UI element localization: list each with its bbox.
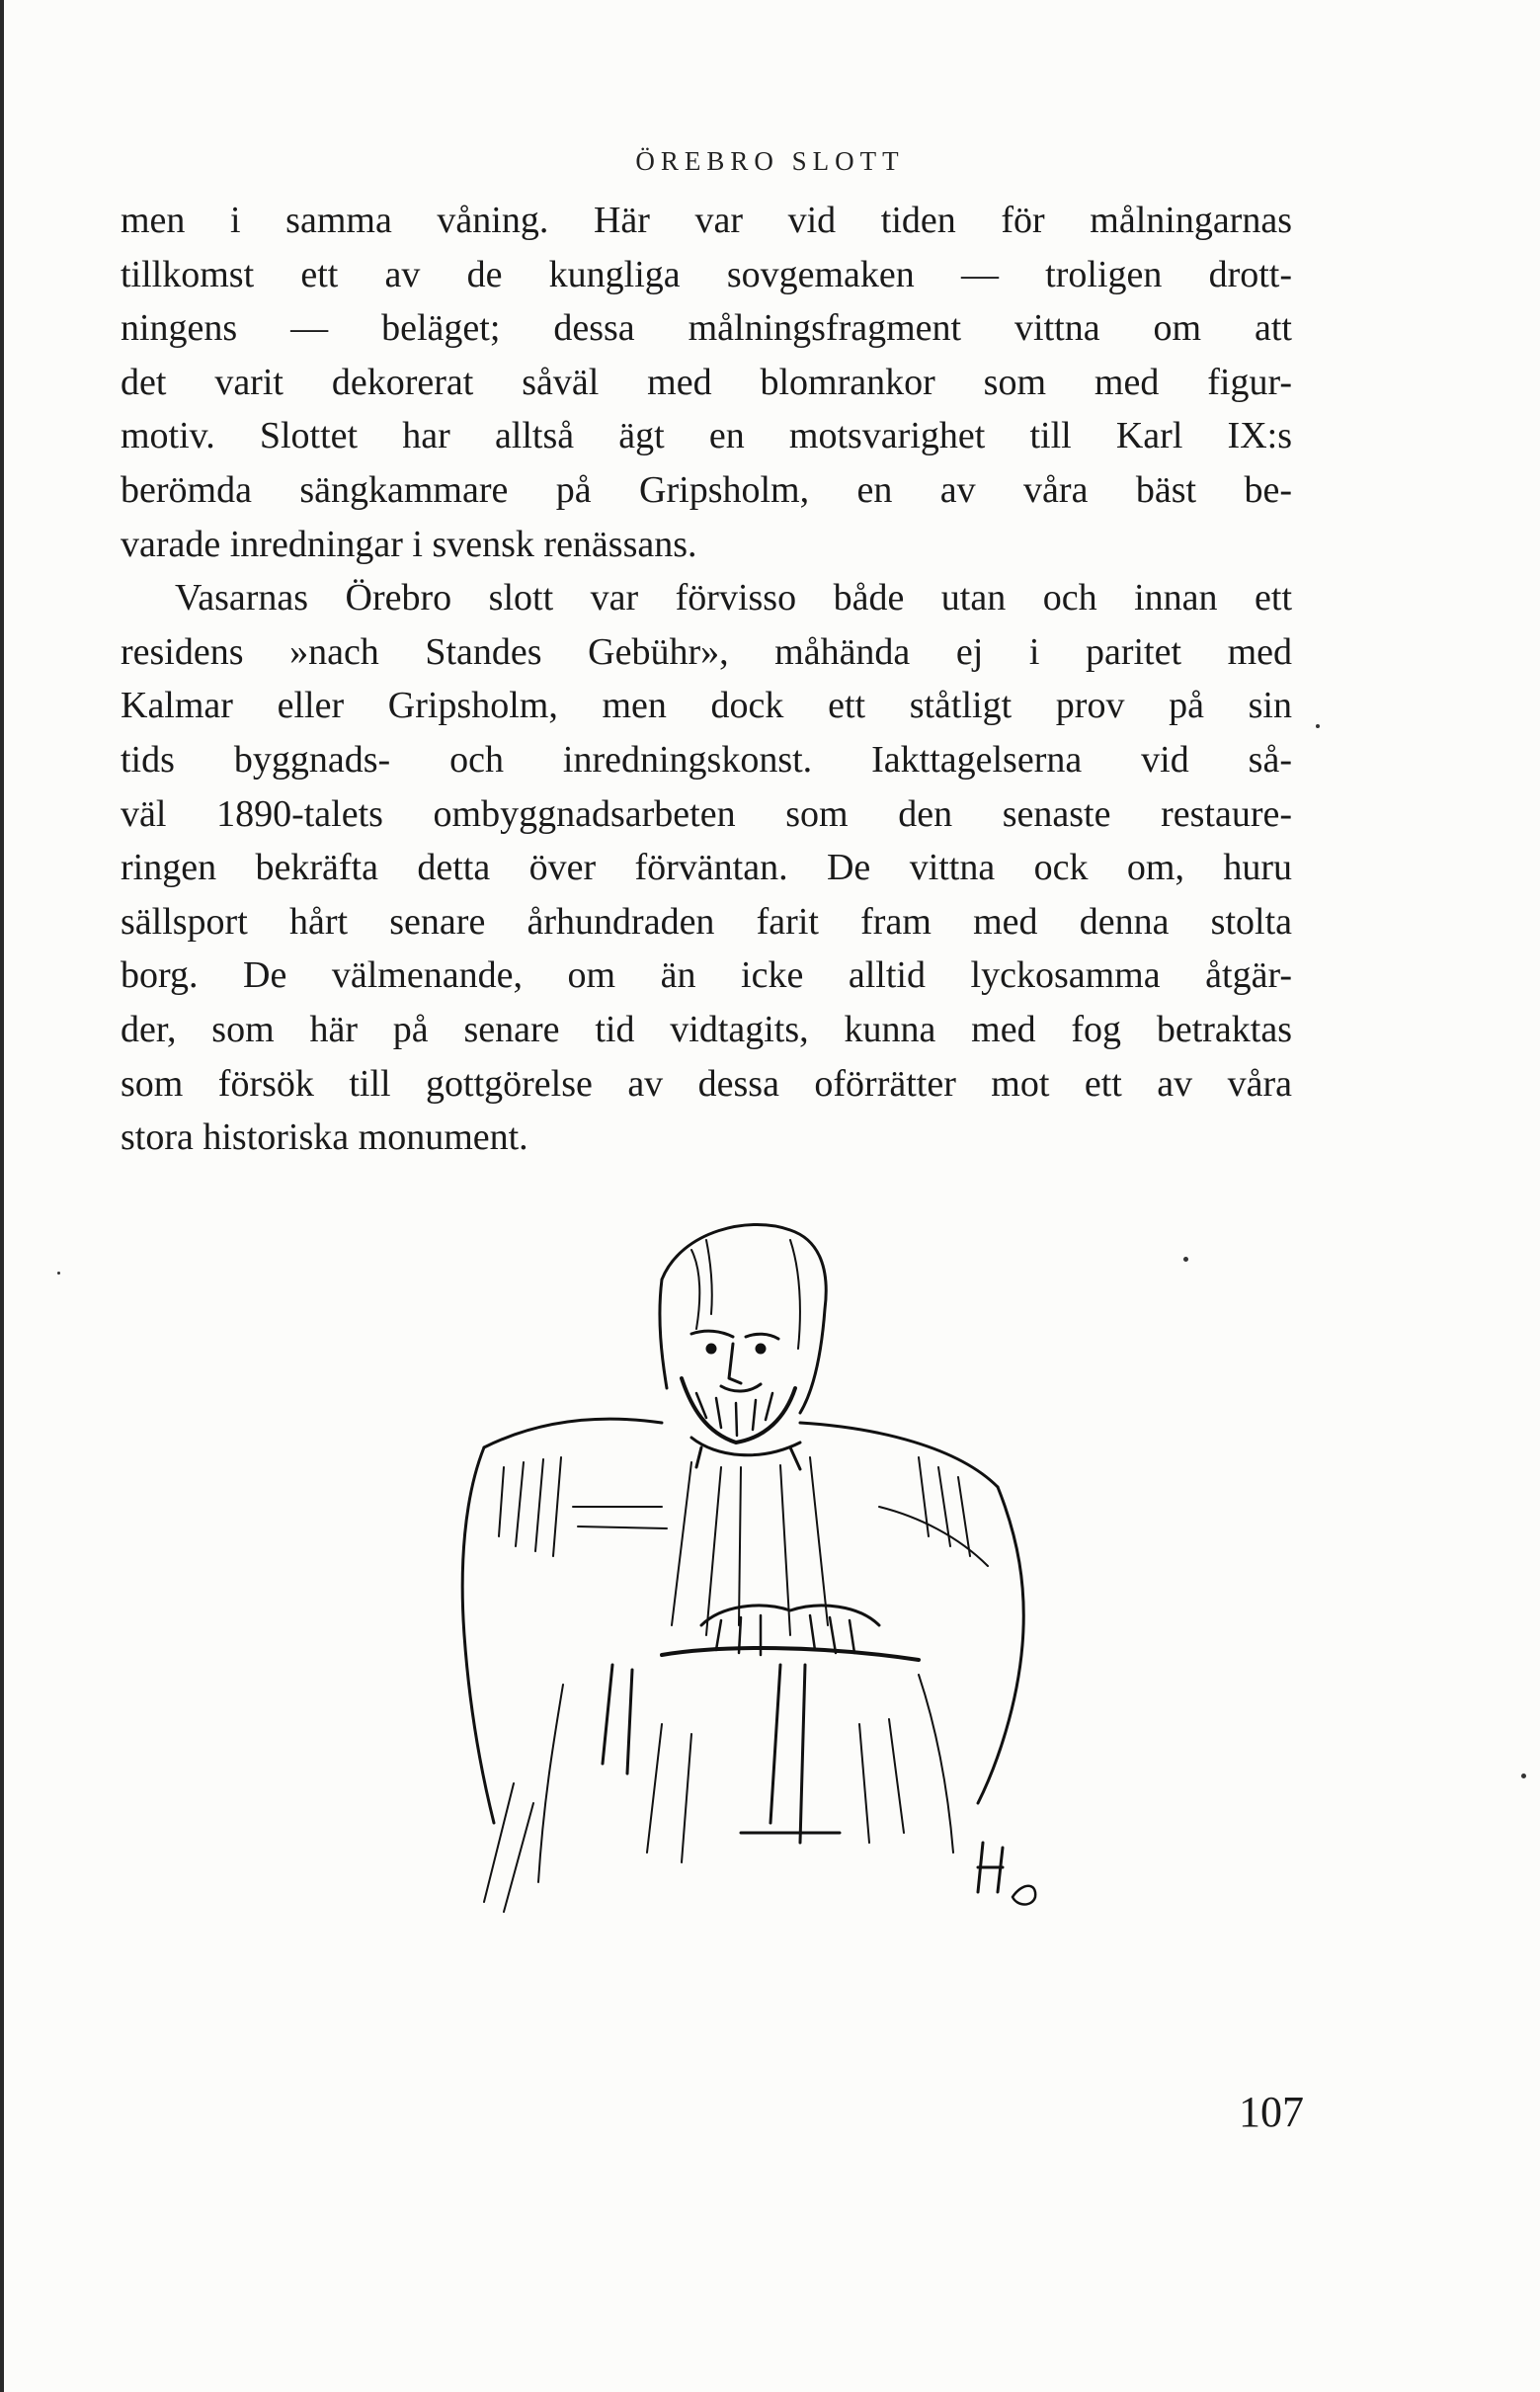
text-line: men i samma våning. Här var vid tiden för målningarnas	[121, 200, 1292, 241]
text-line: tillkomst ett av de kungliga sovgemaken — troligen drott-	[121, 253, 1292, 295]
scan-edge	[0, 0, 4, 2392]
paragraph-1	[121, 194, 1292, 571]
body-text	[121, 194, 1292, 1165]
signature-mark	[978, 1843, 1003, 1892]
text-line: ringen bekräfta detta över förväntan. De vittna ock om, huru	[121, 847, 1292, 889]
text-line: väl 1890-talets ombyggnadsarbeten som den senaste restaure-	[121, 792, 1292, 835]
scan-speck	[1316, 724, 1320, 728]
text-line: motiv. Slottet har alltså ägt en motsvarighet till Karl IX:s	[121, 415, 1292, 457]
scan-speck	[1521, 1773, 1526, 1778]
text-line: varade inredningar i svensk renässans.	[121, 523, 697, 565]
text-line: borg. De välmenande, om än icke alltid lyckosamma åtgär-	[121, 954, 1292, 997]
text-line: residens »nach Standes Gebühr», måhända ej i paritet med	[121, 630, 1292, 673]
text-line: tids byggnads- och inredningskonst. Iakttagelserna vid så-	[121, 738, 1292, 781]
text-line: som försök till gottgörelse av dessa oförrätter mot ett av våra	[121, 1062, 1292, 1105]
running-head: ÖREBRO SLOTT	[635, 146, 905, 176]
scan-speck	[57, 1272, 60, 1275]
scan-speck	[1183, 1257, 1188, 1262]
portrait-sketch	[365, 1210, 1304, 1922]
text-line: berömda sängkammare på Gripsholm, en av våra bäst be-	[121, 468, 1292, 511]
sketch-lines	[462, 1224, 1035, 1912]
paragraph-2	[121, 571, 1292, 1165]
text-line: der, som här på senare tid vidtagits, kunna med fog betraktas	[121, 1008, 1292, 1050]
text-line: Kalmar eller Gripsholm, men dock ett ståtligt prov på sin	[121, 685, 1292, 727]
text-line: Vasarnas Örebro slott var förvisso både utan och innan ett	[175, 577, 1292, 619]
page-number: 107	[1239, 2088, 1304, 2136]
text-line: sällsport hårt senare århundraden farit fram med denna stolta	[121, 900, 1292, 943]
text-line: ningens — beläget; dessa målningsfragment vittna om att	[121, 307, 1292, 350]
text-line: det varit dekorerat såväl med blomrankor som med figur-	[121, 361, 1292, 403]
text-line: stora historiska monument.	[121, 1116, 528, 1159]
